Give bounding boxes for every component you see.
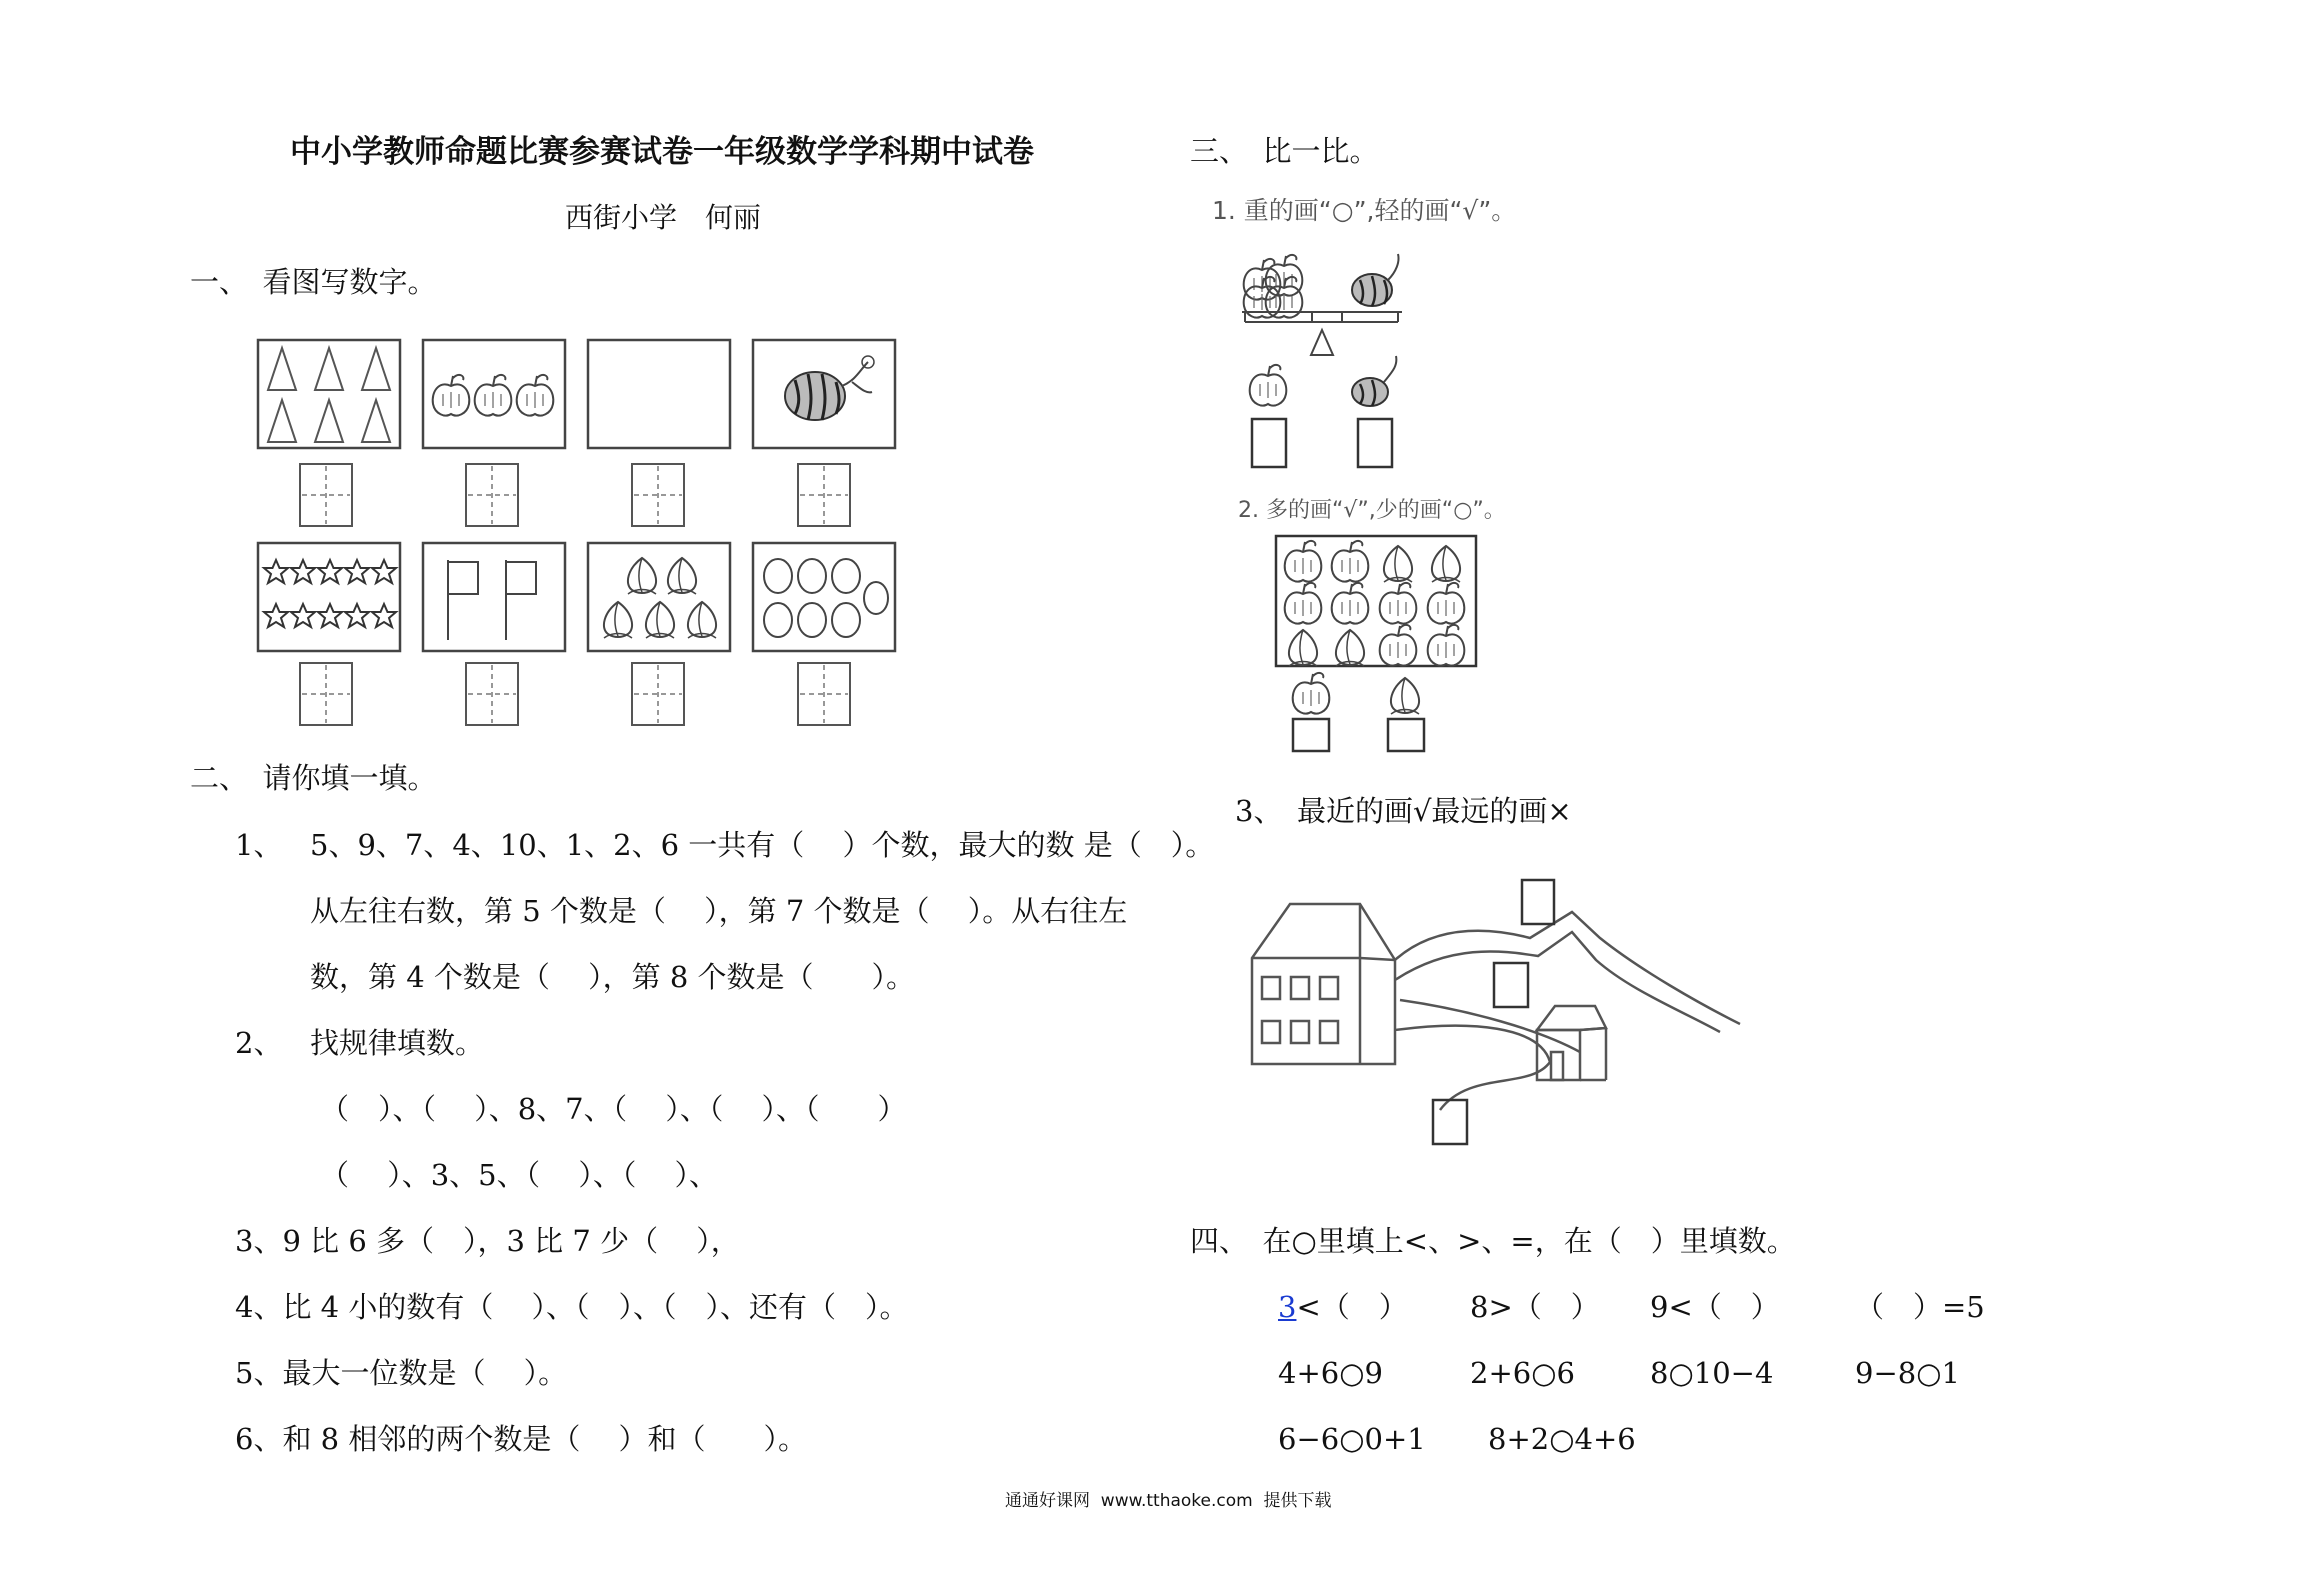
s4-r3-a: 6−6○0+1: [1278, 1422, 1426, 1456]
s4-r2-c: 8○10−4: [1650, 1356, 1774, 1390]
section3-sub2: 2. 多的画“√”,少的画“○”。: [1238, 498, 1506, 523]
s4-r2-a: 4+6○9: [1278, 1356, 1383, 1390]
section1-heading: 一、 看图写数字。: [190, 265, 437, 299]
s4-r2-b: 2+6○6: [1470, 1356, 1575, 1390]
q5: 5、最大一位数是（ ）。: [235, 1356, 568, 1390]
q1-line2: 从左往右数，第 5 个数是（ ），第 7 个数是（ ）。从右往左: [310, 894, 1128, 928]
q6: 6、和 8 相邻的两个数是（ ）和（ ）。: [235, 1422, 808, 1456]
q1-line1: 5、9、7、4、10、1、2、6 一共有（ ）个数，最大的数 是（ ）。: [310, 828, 1215, 862]
section3-heading: 三、 比一比。: [1190, 134, 1379, 168]
q2-number: 2、: [235, 1026, 283, 1060]
s4-r3-b: 8+2○4+6: [1488, 1422, 1636, 1456]
q2-line2: （ ）、3、5、（ ）、（ ）、: [320, 1158, 719, 1192]
s4-r1-d: （ ）=5: [1855, 1290, 1985, 1324]
q3: 3、9 比 6 多（ ），3 比 7 少（ ），: [235, 1224, 740, 1258]
s4-r2-d: 9−8○1: [1855, 1356, 1960, 1390]
q2-title: 找规律填数。: [310, 1026, 485, 1060]
s4-r1-a-link[interactable]: 3: [1278, 1290, 1297, 1324]
q1-number: 1、: [235, 828, 283, 862]
s4-r1-c: 9<（ ）: [1650, 1290, 1780, 1324]
page-title: 中小学教师命题比赛参赛试卷一年级数学学科期中试卷: [290, 134, 1034, 170]
q1-line3: 数，第 4 个数是（ ），第 8 个数是（ ）。: [310, 960, 915, 994]
section4-heading: 四、 在○里填上<、>、=，在（ ）里填数。: [1190, 1224, 1796, 1258]
q2-line1: （ ）、（ ）、8、7、（ ）、（ ）、（ ）: [320, 1092, 907, 1126]
s4-r1-b: 8>（ ）: [1470, 1290, 1600, 1324]
section3-sub1: 1. 重的画“○”,轻的画“√”。: [1212, 196, 1517, 225]
s4-r1-a: 3<（ ）: [1278, 1290, 1408, 1324]
footer: 通通好课网 www.tthaoke.com 提供下载: [1005, 1491, 1332, 1511]
section3-sub3: 3、 最近的画√最远的画×: [1235, 794, 1572, 828]
section2-heading: 二、 请你填一填。: [190, 761, 437, 795]
author-line: 西街小学 何丽: [565, 201, 762, 234]
q4: 4、比 4 小的数有（ ）、（ ）、（ ）、还有（ ）。: [235, 1290, 909, 1324]
